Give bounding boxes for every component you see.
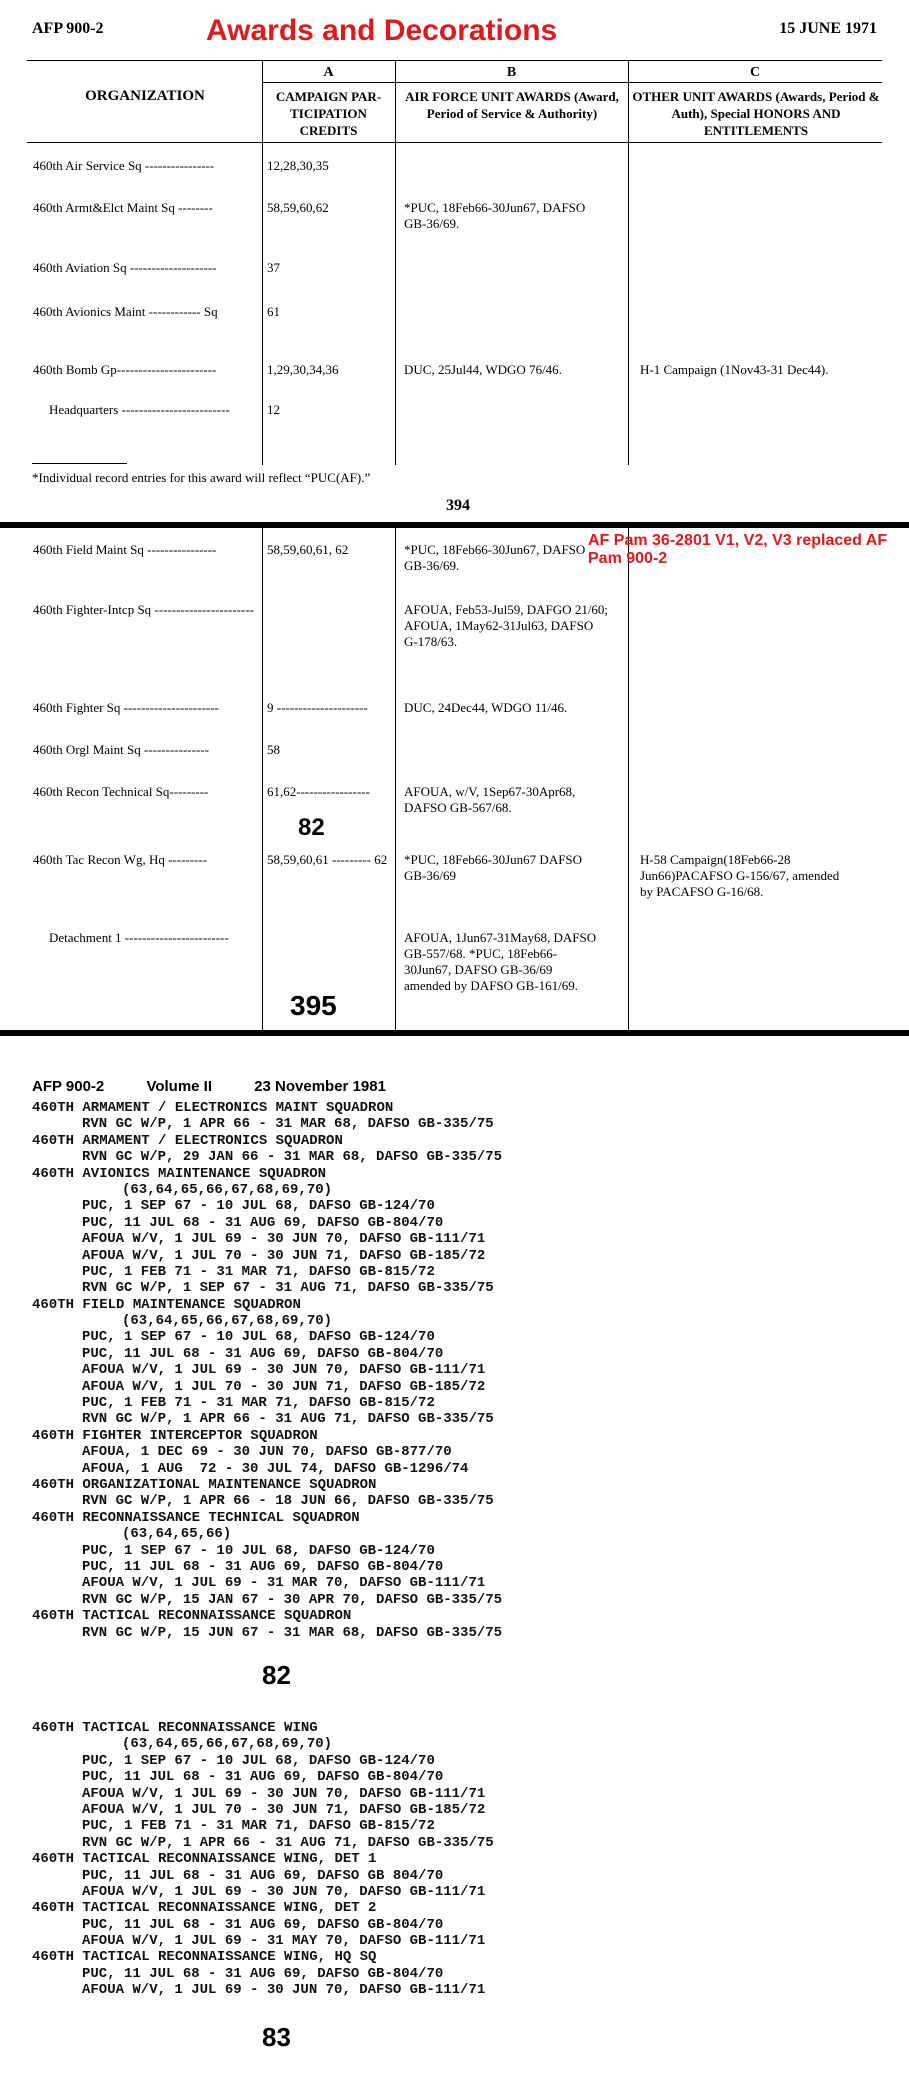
- table-row-af-award: DUC, 24Dec44, WDGO 11/46.: [404, 700, 568, 715]
- footnote: *Individual record entries for this award will reflect “PUC(AF).”: [32, 470, 371, 485]
- award-line: AFOUA W/V, 1 JUL 70 - 30 JUN 71, DAFSO GB-185/72: [82, 1378, 486, 1395]
- page-number-82: 82: [262, 1660, 291, 1690]
- award-line: RVN GC W/P, 1 APR 66 - 31 MAR 68, DAFSO GB-335/75: [82, 1116, 494, 1133]
- table-row-campaign: 61,62-----------------: [267, 784, 370, 799]
- volume-header: [32, 1078, 424, 1095]
- table-row-campaign: 12: [267, 402, 280, 417]
- award-line: PUC, 11 JUL 68 - 31 AUG 69, DAFSO GB-804/70: [82, 1214, 444, 1231]
- award-line: RVN GC W/P, 1 APR 66 - 18 JUN 66, DAFSO GB-335/75: [82, 1493, 494, 1510]
- table-row-campaign: 37: [267, 260, 280, 275]
- award-line: AFOUA W/V, 1 JUL 69 - 30 JUN 70, DAFSO GB-111/71: [82, 1982, 486, 1999]
- table-row-org: 460th Air Service Sq ----------------: [33, 158, 215, 173]
- typed-list-page-83: [32, 1720, 494, 1999]
- col-divider-b: [395, 528, 396, 1030]
- inline-page-number: 82: [298, 814, 325, 841]
- award-line: PUC, 1 FEB 71 - 31 MAR 71, DAFSO GB-815/72: [82, 1818, 435, 1835]
- award-line: RVN GC W/P, 29 JAN 66 - 31 MAR 68, DAFSO GB-335/75: [82, 1149, 503, 1166]
- award-line: (63,64,65,66,67,68,69,70): [122, 1181, 333, 1198]
- unit-heading: 460TH FIGHTER INTERCEPTOR SQUADRON: [32, 1427, 318, 1444]
- unit-heading: 460TH ORGANIZATIONAL MAINTENANCE SQUADRON: [32, 1476, 377, 1493]
- table-row-af-award: AFOUA, w/V, 1Sep67-30Apr68, DAFSO GB-567/68.: [404, 784, 576, 815]
- page-number-395: 395: [290, 990, 337, 1021]
- table-row-campaign: 61: [267, 304, 280, 319]
- award-line: RVN GC W/P, 1 SEP 67 - 31 AUG 71, DAFSO GB-335/75: [82, 1280, 494, 1297]
- table-row-af-award: AFOUA, Feb53-Jul59, DAFGO 21/60; AFOUA, 1May62-31Jul63, DAFSO G-178/63.: [404, 602, 609, 649]
- unit-heading: 460TH RECONNAISSANCE TECHNICAL SQUADRON: [32, 1509, 360, 1526]
- doc-date: 15 JUNE 1971: [779, 20, 877, 37]
- table-row-campaign: 58,59,60,62: [267, 200, 329, 215]
- page-separator: [0, 1030, 909, 1036]
- footnote-rule: [32, 463, 127, 464]
- award-line: PUC, 1 FEB 71 - 31 MAR 71, DAFSO GB-815/72: [82, 1395, 435, 1412]
- award-line: RVN GC W/P, 1 APR 66 - 31 AUG 71, DAFSO GB-335/75: [82, 1834, 494, 1851]
- table-top-rule: [27, 60, 882, 61]
- award-line: AFOUA W/V, 1 JUL 69 - 30 JUN 70, DAFSO GB-111/71: [82, 1883, 486, 1900]
- award-line: AFOUA W/V, 1 JUL 69 - 30 JUN 70, DAFSO GB-111/71: [82, 1785, 486, 1802]
- award-line: PUC, 11 JUL 68 - 31 AUG 69, DAFSO GB 804/70: [82, 1867, 444, 1884]
- award-line: PUC, 1 SEP 67 - 10 JUL 68, DAFSO GB-124/70: [82, 1198, 435, 1215]
- table-row-campaign: 58: [267, 742, 280, 757]
- table-row-org: 460th Field Maint Sq ----------------: [33, 542, 217, 557]
- table-row-campaign: 1,29,30,34,36: [267, 362, 339, 377]
- award-line: PUC, 11 JUL 68 - 31 AUG 69, DAFSO GB-804/70: [82, 1345, 444, 1362]
- col-letter-a: A: [323, 65, 334, 80]
- page-number-394: 394: [446, 497, 470, 514]
- award-line: AFOUA W/V, 1 JUL 70 - 30 JUN 71, DAFSO GB-185/72: [82, 1247, 486, 1264]
- unit-heading: 460TH TACTICAL RECONNAISSANCE WING: [32, 1720, 318, 1736]
- table-row-campaign: 58,59,60,61, 62: [267, 542, 349, 557]
- volume-doc-id: AFP 900-2: [32, 1078, 105, 1095]
- unit-heading: 460TH TACTICAL RECONNAISSANCE WING, HQ SQ: [32, 1949, 377, 1966]
- table-row-af-award: *PUC, 18Feb66-30Jun67, DAFSO GB-36/69.: [404, 200, 586, 231]
- table-row-org: 460th Avionics Maint ------------ Sq: [33, 304, 218, 319]
- award-line: AFOUA W/V, 1 JUL 69 - 31 MAY 70, DAFSO GB-111/71: [82, 1933, 486, 1950]
- table-row-af-award: AFOUA, 1Jun67-31May68, DAFSO GB-557/68. *PUC, 18Feb66-30Jun67, DAFSO GB-36/69 amended by DAFSO GB-161/69.: [404, 930, 597, 993]
- table-row-org: Headquarters -------------------------: [49, 402, 230, 417]
- doc-id: AFP 900-2: [32, 20, 104, 37]
- award-line: (63,64,65,66,67,68,69,70): [122, 1313, 333, 1330]
- col-divider-c: [628, 60, 629, 465]
- table-row-org: 460th Fighter-Intcp Sq -----------------------: [33, 602, 254, 617]
- letter-rule: [262, 82, 882, 83]
- table-row-org: 460th Fighter Sq ----------------------: [33, 700, 219, 715]
- col-header-af-awards: AIR FORCE UNIT AWARDS (Award, Period of Service & Authority): [405, 89, 619, 121]
- award-line: AFOUA, 1 AUG 72 - 30 JUL 74, DAFSO GB-1296/74: [82, 1460, 469, 1477]
- unit-heading: 460TH ARMAMENT / ELECTRONICS SQUADRON: [32, 1132, 343, 1149]
- col-header-organization: ORGANIZATION: [85, 88, 205, 104]
- award-line: RVN GC W/P, 15 JAN 67 - 30 APR 70, DAFSO GB-335/75: [82, 1591, 503, 1608]
- table-row-other-award: H-1 Campaign (1Nov43-31 Dec44).: [640, 362, 829, 377]
- award-line: RVN GC W/P, 1 APR 66 - 31 AUG 71, DAFSO GB-335/75: [82, 1411, 494, 1428]
- award-line: (63,64,65,66): [122, 1526, 232, 1543]
- award-line: PUC, 1 SEP 67 - 10 JUL 68, DAFSO GB-124/70: [82, 1329, 435, 1346]
- award-line: PUC, 1 FEB 71 - 31 MAR 71, DAFSO GB-815/72: [82, 1263, 435, 1280]
- table-row-org: 460th Armt&Elct Maint Sq --------: [33, 200, 213, 215]
- award-line: AFOUA W/V, 1 JUL 69 - 30 JUN 70, DAFSO GB-111/71: [82, 1231, 486, 1248]
- page-separator: [0, 522, 909, 528]
- unit-heading: 460TH TACTICAL RECONNAISSANCE WING, DET 2: [32, 1900, 377, 1917]
- table-row-org: Detachment 1 ------------------------: [49, 930, 229, 945]
- award-line: PUC, 11 JUL 68 - 31 AUG 69, DAFSO GB-804/70: [82, 1965, 444, 1982]
- table-row-org: 460th Tac Recon Wg, Hq ---------: [33, 852, 208, 867]
- unit-heading: 460TH TACTICAL RECONNAISSANCE WING, DET 1: [32, 1851, 377, 1868]
- col-header-other-awards: OTHER UNIT AWARDS (Awards, Period & Auth), Special HONORS AND ENTITLEMENTS: [632, 89, 880, 138]
- unit-heading: 460TH AVIONICS MAINTENANCE SQUADRON: [32, 1165, 327, 1182]
- table-row-other-award: H-58 Campaign(18Feb66-28 Jun66)PACAFSO G-156/67, amended by PACAFSO G-16/68.: [640, 852, 840, 899]
- header-bottom-rule: [27, 142, 882, 143]
- page-number-83: 83: [262, 2022, 291, 2052]
- col-divider-c: [628, 528, 629, 1030]
- volume-date: 23 November 1981: [254, 1078, 386, 1095]
- table-row-org: 460th Aviation Sq --------------------: [33, 260, 217, 275]
- award-line: PUC, 11 JUL 68 - 31 AUG 69, DAFSO GB-804/70: [82, 1916, 444, 1933]
- unit-heading: 460TH TACTICAL RECONNAISSANCE SQUADRON: [32, 1608, 352, 1625]
- table-row-campaign: 58,59,60,61 --------- 62: [267, 852, 388, 867]
- table-row-org: 460th Orgl Maint Sq ---------------: [33, 742, 209, 757]
- award-line: PUC, 1 SEP 67 - 10 JUL 68, DAFSO GB-124/70: [82, 1542, 435, 1559]
- table-row-org: 460th Bomb Gp-----------------------: [33, 362, 217, 377]
- award-line: RVN GC W/P, 15 JUN 67 - 31 MAR 68, DAFSO GB-335/75: [82, 1624, 503, 1641]
- table-row-campaign: 9 ---------------------: [267, 700, 368, 715]
- table-row-af-award: *PUC, 18Feb66-30Jun67 DAFSO GB-36/69: [404, 852, 583, 883]
- award-line: PUC, 11 JUL 68 - 31 AUG 69, DAFSO GB-804/70: [82, 1769, 444, 1786]
- volume-label: Volume II: [146, 1078, 213, 1095]
- col-letter-b: B: [506, 65, 517, 80]
- typed-list-page-82: [32, 1100, 502, 1641]
- award-line: AFOUA, 1 DEC 69 - 30 JUN 70, DAFSO GB-877/70: [82, 1444, 452, 1461]
- award-line: AFOUA W/V, 1 JUL 69 - 31 MAR 70, DAFSO GB-111/71: [82, 1575, 486, 1592]
- award-line: (63,64,65,66,67,68,69,70): [122, 1736, 333, 1753]
- table-row-campaign: 12,28,30,35: [267, 158, 329, 173]
- table-row-af-award: DUC, 25Jul44, WDGO 76/46.: [404, 362, 562, 377]
- unit-heading: 460TH FIELD MAINTENANCE SQUADRON: [32, 1296, 301, 1313]
- table-row-af-award: *PUC, 18Feb66-30Jun67, DAFSO GB-36/69.: [404, 542, 586, 573]
- award-line: PUC, 1 SEP 67 - 10 JUL 68, DAFSO GB-124/70: [82, 1752, 435, 1769]
- unit-heading: 460TH ARMAMENT / ELECTRONICS MAINT SQUADRON: [32, 1100, 394, 1116]
- award-line: AFOUA W/V, 1 JUL 69 - 30 JUN 70, DAFSO GB-111/71: [82, 1362, 486, 1379]
- col-header-campaign: CAMPAIGN PAR-TICIPATION CREDITS: [275, 89, 382, 138]
- col-letter-c: C: [749, 65, 761, 80]
- award-line: AFOUA W/V, 1 JUL 70 - 30 JUN 71, DAFSO GB-185/72: [82, 1801, 486, 1818]
- page-title: Awards and Decorations: [206, 14, 558, 47]
- replacement-note: AF Pam 36-2801 V1, V2, V3 replaced AF Pam 900-2: [588, 532, 888, 567]
- award-line: PUC, 11 JUL 68 - 31 AUG 69, DAFSO GB-804/70: [82, 1558, 444, 1575]
- table-row-org: 460th Recon Technical Sq---------: [33, 784, 209, 799]
